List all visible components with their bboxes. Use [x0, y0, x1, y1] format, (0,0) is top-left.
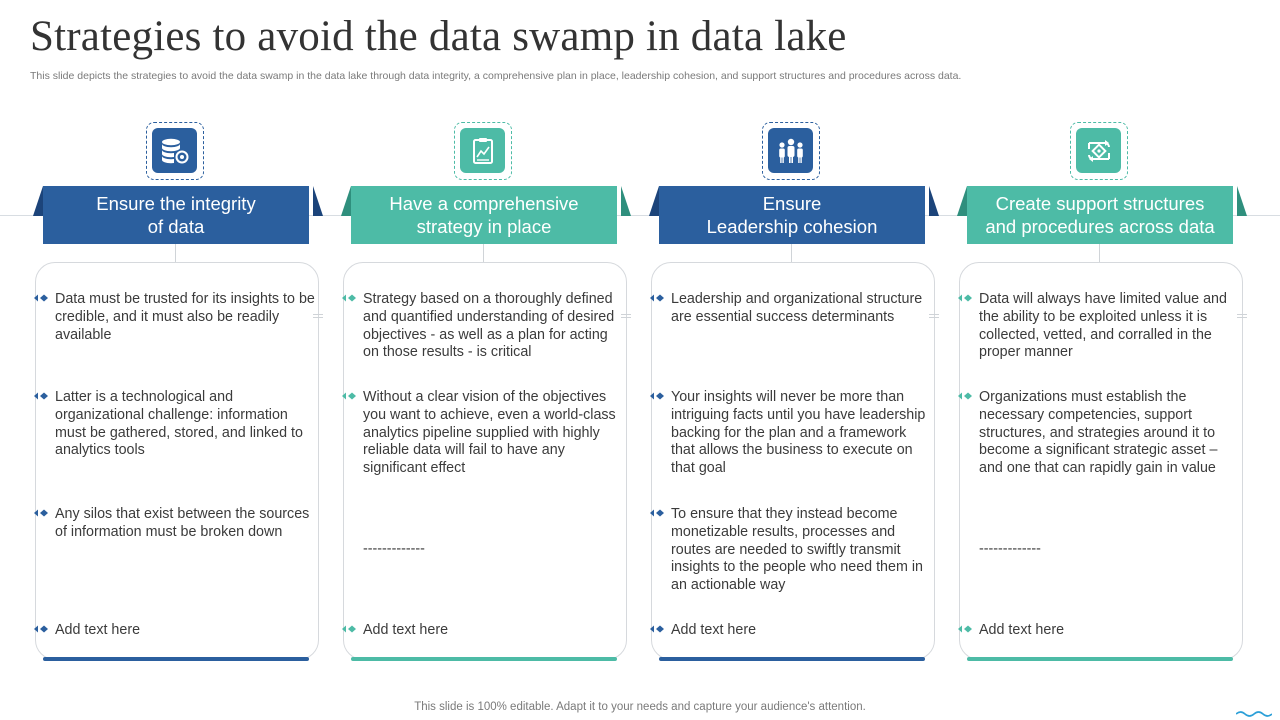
bullet-item: Strategy based on a thoroughly defined and quantified understanding of desired objectives - as well as a plan for acting on those results - is critical — [363, 291, 623, 362]
column-heading — [967, 186, 1233, 244]
double-chevron-icon — [341, 391, 357, 401]
heading-line-2: strategy in place — [416, 216, 552, 237]
double-chevron-icon — [957, 391, 973, 401]
page-subtitle: This slide depicts the strategies to avoid the data swamp in the data lake through data integrity, a comprehensive plan in place, leadership cohesion, and support structures and procedures across data. — [30, 70, 962, 82]
double-chevron-icon — [649, 508, 665, 518]
icon-frame — [146, 122, 204, 180]
strategy-column-support-structures — [957, 120, 1247, 665]
icon-frame — [762, 122, 820, 180]
double-chevron-icon — [33, 624, 49, 634]
clipboard-chart-icon — [460, 128, 505, 173]
connector-stem — [483, 244, 484, 262]
bullet-item: Organizations must establish the necessary competencies, support structures, and strategies around it to become a significant strategic asset – and one that can rapidly gain in value — [979, 389, 1239, 478]
bullet-item[interactable]: Add text here — [363, 622, 623, 640]
double-chevron-icon — [33, 508, 49, 518]
wave-logo-icon — [1236, 708, 1272, 718]
card-accent-bar — [967, 657, 1233, 661]
icon-frame — [1070, 122, 1128, 180]
double-chevron-icon — [341, 624, 357, 634]
double-chevron-icon — [649, 624, 665, 634]
strategy-column-leadership — [649, 120, 939, 665]
page-title: Strategies to avoid the data swamp in data lake — [30, 13, 847, 60]
bullet-item: Any silos that exist between the sources of information must be broken down — [55, 506, 315, 542]
bullet-item: Data will always have limited value and the ability to be exploited unless it is collected, vetted, and corralled in the proper manner — [979, 291, 1239, 362]
column-heading — [659, 186, 925, 244]
double-chevron-icon — [33, 391, 49, 401]
heading-line-2: Leadership cohesion — [706, 216, 878, 237]
bullet-item: Leadership and organizational structure are essential success determinants — [671, 291, 931, 327]
double-chevron-icon — [957, 293, 973, 303]
bullet-item: To ensure that they instead become monetizable results, processes and routes are needed to swiftly transmit insights to the people who need them in an actionable way — [671, 506, 931, 595]
icon-frame — [454, 122, 512, 180]
heading-line-2: and procedures across data — [985, 216, 1215, 237]
heading-line-2: of data — [147, 216, 205, 237]
strategy-column-comprehensive-plan — [341, 120, 631, 665]
double-chevron-icon — [649, 293, 665, 303]
team-leadership-icon — [768, 128, 813, 173]
bullet-item: Latter is a technological and organizational challenge: information must be gathered, stored, and linked to analytics tools — [55, 389, 315, 460]
heading-line-1: Ensure — [762, 193, 822, 214]
placeholder-dashes: ------------- — [363, 541, 425, 557]
connector-stem — [175, 244, 176, 262]
bullet-item[interactable]: Add text here — [979, 622, 1239, 640]
process-flow-icon — [1076, 128, 1121, 173]
connector-stem — [791, 244, 792, 262]
footer-note: This slide is 100% editable. Adapt it to your needs and capture your audience's attention. — [414, 701, 866, 713]
placeholder-dashes: ------------- — [979, 541, 1041, 557]
card-accent-bar — [351, 657, 617, 661]
column-heading — [351, 186, 617, 244]
connector-stem — [1099, 244, 1100, 262]
database-gear-icon — [152, 128, 197, 173]
bullet-item: Your insights will never be more than intriguing facts until you have leadership backing for the plan and a framework that allows the business to execute on that goal — [671, 389, 931, 478]
card-accent-bar — [43, 657, 309, 661]
bullet-item: Data must be trusted for its insights to be credible, and it must also be readily available — [55, 291, 315, 344]
bullet-item[interactable]: Add text here — [55, 622, 315, 640]
bullet-item: Without a clear vision of the objectives you want to achieve, even a world-class analytics pipeline supplied with highly reliable data will fail to have any significant effect — [363, 389, 623, 478]
double-chevron-icon — [341, 293, 357, 303]
column-heading — [43, 186, 309, 244]
double-chevron-icon — [649, 391, 665, 401]
bullet-item[interactable]: Add text here — [671, 622, 931, 640]
heading-line-1: Have a comprehensive — [389, 193, 579, 214]
strategy-column-integrity — [33, 120, 323, 665]
heading-line-1: Create support structures — [995, 193, 1205, 214]
heading-line-1: Ensure the integrity — [96, 193, 256, 214]
double-chevron-icon — [957, 624, 973, 634]
double-chevron-icon — [33, 293, 49, 303]
card-accent-bar — [659, 657, 925, 661]
